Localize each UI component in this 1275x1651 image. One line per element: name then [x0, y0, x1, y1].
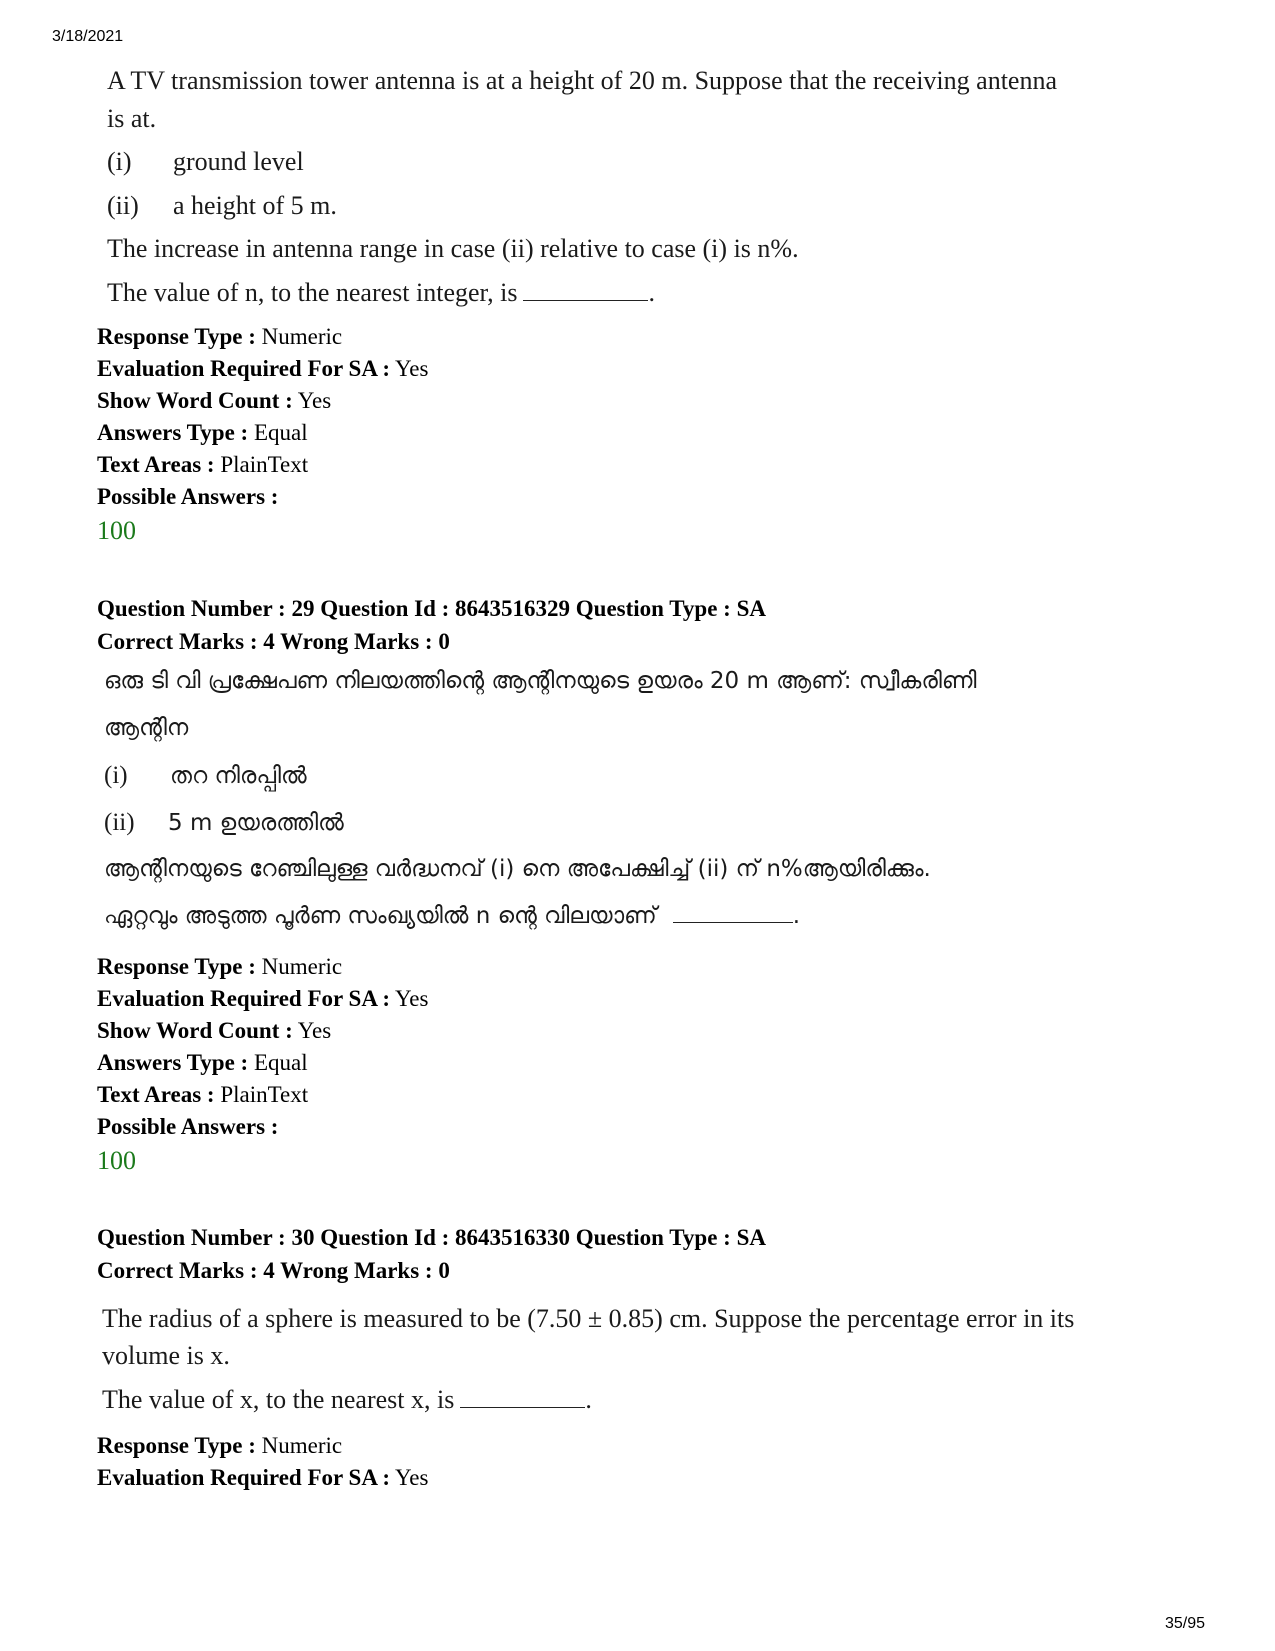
- meta-value: Yes: [297, 1018, 332, 1043]
- meta-evaluation: [97, 353, 428, 385]
- meta-evaluation: [97, 1462, 428, 1494]
- answer-blank: [673, 921, 793, 923]
- question-text-line: volume is x.: [102, 1341, 230, 1370]
- option-text: ground level: [173, 147, 304, 176]
- option-number: (ii): [107, 191, 139, 220]
- question-text-line: [107, 278, 655, 308]
- meta-label: Text Areas :: [97, 1082, 215, 1107]
- prompt-end: .: [792, 903, 801, 929]
- meta-value: Equal: [253, 1050, 308, 1075]
- meta-label: Answers Type :: [97, 420, 249, 445]
- question-prompt: The value of n, to the nearest integer, is: [107, 278, 518, 307]
- meta-label: Evaluation Required For SA :: [97, 356, 391, 381]
- meta-evaluation: [97, 983, 428, 1015]
- meta-value: Numeric: [261, 954, 343, 979]
- meta-value: Yes: [395, 1465, 429, 1490]
- meta-value: Numeric: [261, 1433, 343, 1458]
- meta-possible-answers: [97, 481, 428, 513]
- question-marks-line: Correct Marks : 4 Wrong Marks : 0: [97, 1258, 450, 1283]
- question-30-meta: [97, 1430, 428, 1494]
- question-30-header: [97, 1221, 766, 1287]
- option-text: 5 m ഉയരത്തിൽ: [168, 810, 344, 836]
- meta-value: Yes: [395, 986, 429, 1011]
- answer-blank: [460, 1406, 585, 1408]
- question-marks-line: Correct Marks : 4 Wrong Marks : 0: [97, 629, 450, 654]
- meta-label: Response Type :: [97, 954, 256, 979]
- option-number: (ii): [104, 809, 135, 836]
- possible-answer-value: 100: [97, 516, 136, 545]
- meta-text-areas: [97, 1079, 428, 1111]
- option-text: a height of 5 m.: [173, 191, 337, 220]
- meta-answers-type: [97, 1047, 428, 1079]
- meta-response-type: [97, 951, 428, 983]
- option-i: [107, 147, 304, 177]
- possible-answer-value: 100: [97, 1146, 136, 1175]
- meta-label: Text Areas :: [97, 452, 215, 477]
- meta-possible-answers: [97, 1111, 428, 1143]
- option-ii: [107, 191, 337, 221]
- question-28-meta: [97, 321, 428, 513]
- question-prompt: ഏറ്റവും അടുത്ത പൂർണ സംഖ്യയിൽ n ന്റെ വിലയാണ്: [104, 903, 657, 929]
- question-text-line: ആന്റിനയുടെ റേഞ്ചിലുള്ള വർദ്ധനവ് (i) നെ അപേക്ഷിച്ച് (ii) ന് n%ആയിരിക്കും.: [104, 856, 931, 882]
- meta-word-count: [97, 1015, 428, 1047]
- page-number: 35/95: [1165, 1615, 1206, 1632]
- print-date: 3/18/2021: [52, 28, 124, 45]
- question-text-line: [104, 903, 800, 929]
- question-prompt: The value of x, to the nearest x, is: [102, 1385, 455, 1414]
- question-text-line: [102, 1385, 592, 1415]
- meta-value: Numeric: [261, 324, 343, 349]
- meta-label: Evaluation Required For SA :: [97, 986, 391, 1011]
- question-29-meta: [97, 951, 428, 1143]
- meta-label: Answers Type :: [97, 1050, 249, 1075]
- option-i: [104, 762, 307, 790]
- option-number: (i): [104, 762, 128, 789]
- meta-text-areas: [97, 449, 428, 481]
- question-text-line: The radius of a sphere is measured to be (7.50 ± 0.85) cm. Suppose the percentage error in its: [102, 1304, 1075, 1333]
- meta-value: PlainText: [220, 452, 309, 477]
- meta-value: Equal: [253, 420, 308, 445]
- meta-label: Show Word Count :: [97, 388, 293, 413]
- prompt-end: .: [585, 1385, 592, 1414]
- question-text-line: The increase in antenna range in case (ii) relative to case (i) is n%.: [107, 234, 799, 263]
- meta-value: Yes: [297, 388, 332, 413]
- option-ii: [104, 809, 344, 837]
- option-text: തറ നിരപ്പിൽ: [170, 763, 307, 789]
- meta-response-type: [97, 1430, 428, 1462]
- answer-blank: [523, 299, 648, 301]
- question-text-line: A TV transmission tower antenna is at a height of 20 m. Suppose that the receiving antenna: [107, 66, 1058, 95]
- meta-label: Possible Answers :: [97, 484, 279, 509]
- meta-value: PlainText: [220, 1082, 309, 1107]
- meta-label: Possible Answers :: [97, 1114, 279, 1139]
- meta-word-count: [97, 385, 428, 417]
- prompt-end: .: [648, 278, 655, 307]
- meta-answers-type: [97, 417, 428, 449]
- meta-label: Evaluation Required For SA :: [97, 1465, 391, 1490]
- meta-label: Response Type :: [97, 324, 256, 349]
- meta-label: Show Word Count :: [97, 1018, 293, 1043]
- meta-response-type: [97, 321, 428, 353]
- question-29-header: [97, 592, 766, 658]
- question-text-line: is at.: [107, 104, 157, 133]
- meta-label: Response Type :: [97, 1433, 256, 1458]
- question-text-line: ആന്റിന: [104, 715, 189, 741]
- option-number: (i): [107, 147, 132, 176]
- question-text-line: ഒരു ടി വി പ്രക്ഷേപണ നിലയത്തിന്റെ ആന്റിനയുടെ ഉയരം 20 m ആണ്: സ്വീകരിണി: [104, 668, 977, 694]
- meta-value: Yes: [395, 356, 429, 381]
- question-id-line: Question Number : 30 Question Id : 8643516330 Question Type : SA: [97, 1225, 766, 1250]
- question-id-line: Question Number : 29 Question Id : 8643516329 Question Type : SA: [97, 596, 766, 621]
